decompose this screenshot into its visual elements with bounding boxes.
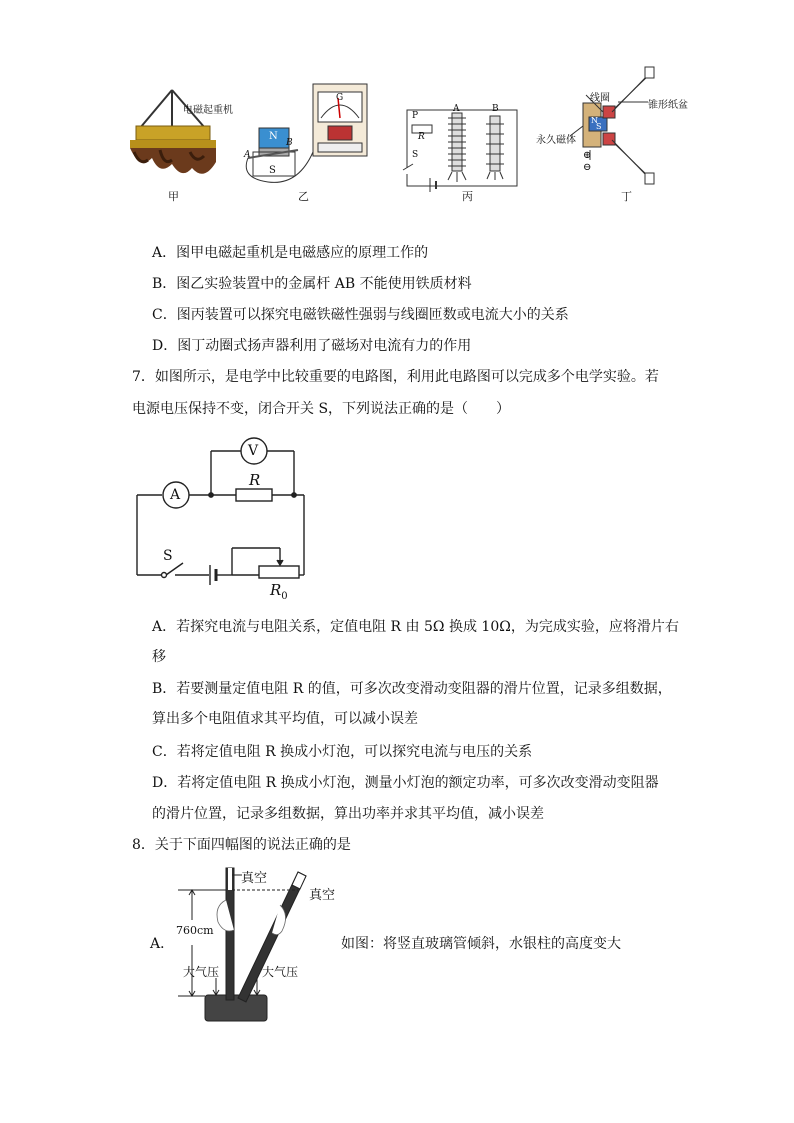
magnet-s-label: S — [269, 165, 276, 176]
q8-option-a-desc: 如图：将竖直玻璃管倾斜，水银柱的高度变大 — [341, 936, 621, 952]
minus-terminal: ⊖ — [583, 162, 592, 173]
slider-p-label: P — [412, 111, 419, 121]
plus-terminal: ⊕ — [583, 150, 592, 161]
q7-option-d-line2: 的滑片位置，记录多组数据，算出功率并求其平均值，减小误差 — [152, 806, 544, 822]
q8-option-a-label: A． — [150, 936, 175, 952]
switch-label: S — [163, 548, 173, 564]
q7-option-b-line1: B．若要测量定值电阻 R 的值，可多次改变滑动变阻器的滑片位置，记录多组数据， — [152, 681, 672, 697]
q7-option-c: C．若将定值电阻 R 换成小灯泡，可以探究电流与电压的关系 — [152, 744, 533, 760]
rheostat-label: $R_0$ — [270, 581, 288, 602]
coil-a-label: A — [453, 104, 460, 114]
q6-option-d: D．图丁动圈式扬声器利用了磁场对电流有力的作用 — [152, 338, 472, 354]
magnet-n-label: N — [269, 131, 278, 142]
q6-option-b: B．图乙实验装置中的金属杆 AB 不能使用铁质材料 — [152, 276, 472, 292]
galvanometer-letter: G — [336, 93, 344, 103]
magnet-label: 永久磁体 — [536, 135, 576, 146]
caption-bing: 丙 — [462, 190, 473, 203]
cone-label: 锥形纸盆 — [648, 100, 688, 111]
barometer-figure — [178, 868, 306, 1021]
coil-b-label: B — [492, 104, 499, 114]
voltmeter-symbol: V — [248, 443, 259, 459]
q7-option-a-line2: 移 — [152, 649, 166, 665]
q7-stem-line1: 7．如图所示，是电学中比较重要的电路图，利用此电路图可以完成多个电学实验。若 — [132, 369, 659, 385]
resistor-label: R — [249, 471, 261, 489]
q7-option-a-line1: A．若探究电流与电阻关系，定值电阻 R 由 5Ω 换成 10Ω，为完成实验，应将滑片右 — [152, 619, 679, 635]
crane-label: 电磁起重机 — [183, 105, 233, 116]
speaker-s-label: S — [596, 122, 602, 131]
q7-option-b-line2: 算出多个电阻值求其平均值，可以减小误差 — [152, 711, 418, 727]
q6-option-a: A．图甲电磁起重机是电磁感应的原理工作的 — [152, 245, 429, 261]
vacuum-label-2: 真空 — [309, 888, 336, 903]
atm-label-1: 大气压 — [183, 965, 220, 979]
height-label: 760cm — [176, 924, 214, 937]
switch-s-label: S — [412, 150, 419, 160]
caption-ding: 丁 — [621, 190, 632, 203]
resistor-r-label: R — [418, 132, 425, 142]
q7-option-d-line1: D．若将定值电阻 R 换成小灯泡，测量小灯泡的额定功率，可多次改变滑动变阻器 — [152, 775, 659, 791]
q6-option-c: C．图丙装置可以探究电磁铁磁性强弱与线圈匝数或电流大小的关系 — [152, 307, 569, 323]
q8-stem: 8．关于下面四幅图的说法正确的是 — [132, 837, 351, 853]
electromagnet-circuit-figure — [402, 110, 517, 192]
rheostat-subscript: 0 — [281, 591, 288, 602]
atm-label-2: 大气压 — [262, 965, 299, 979]
induction-apparatus-figure — [246, 84, 367, 182]
speaker-n-label: N — [591, 116, 598, 125]
q7-stem-line2: 电源电压保持不变，闭合开关 S，下列说法正确的是（ ） — [132, 401, 511, 417]
caption-jia: 甲 — [168, 190, 179, 203]
coil-label: 线圈 — [590, 93, 610, 104]
vacuum-label-1: 真空 — [241, 871, 268, 886]
rod-b-label: B — [286, 138, 293, 148]
caption-yi: 乙 — [298, 190, 309, 203]
ammeter-symbol: A — [170, 487, 181, 503]
rod-a-label: A — [244, 150, 251, 160]
